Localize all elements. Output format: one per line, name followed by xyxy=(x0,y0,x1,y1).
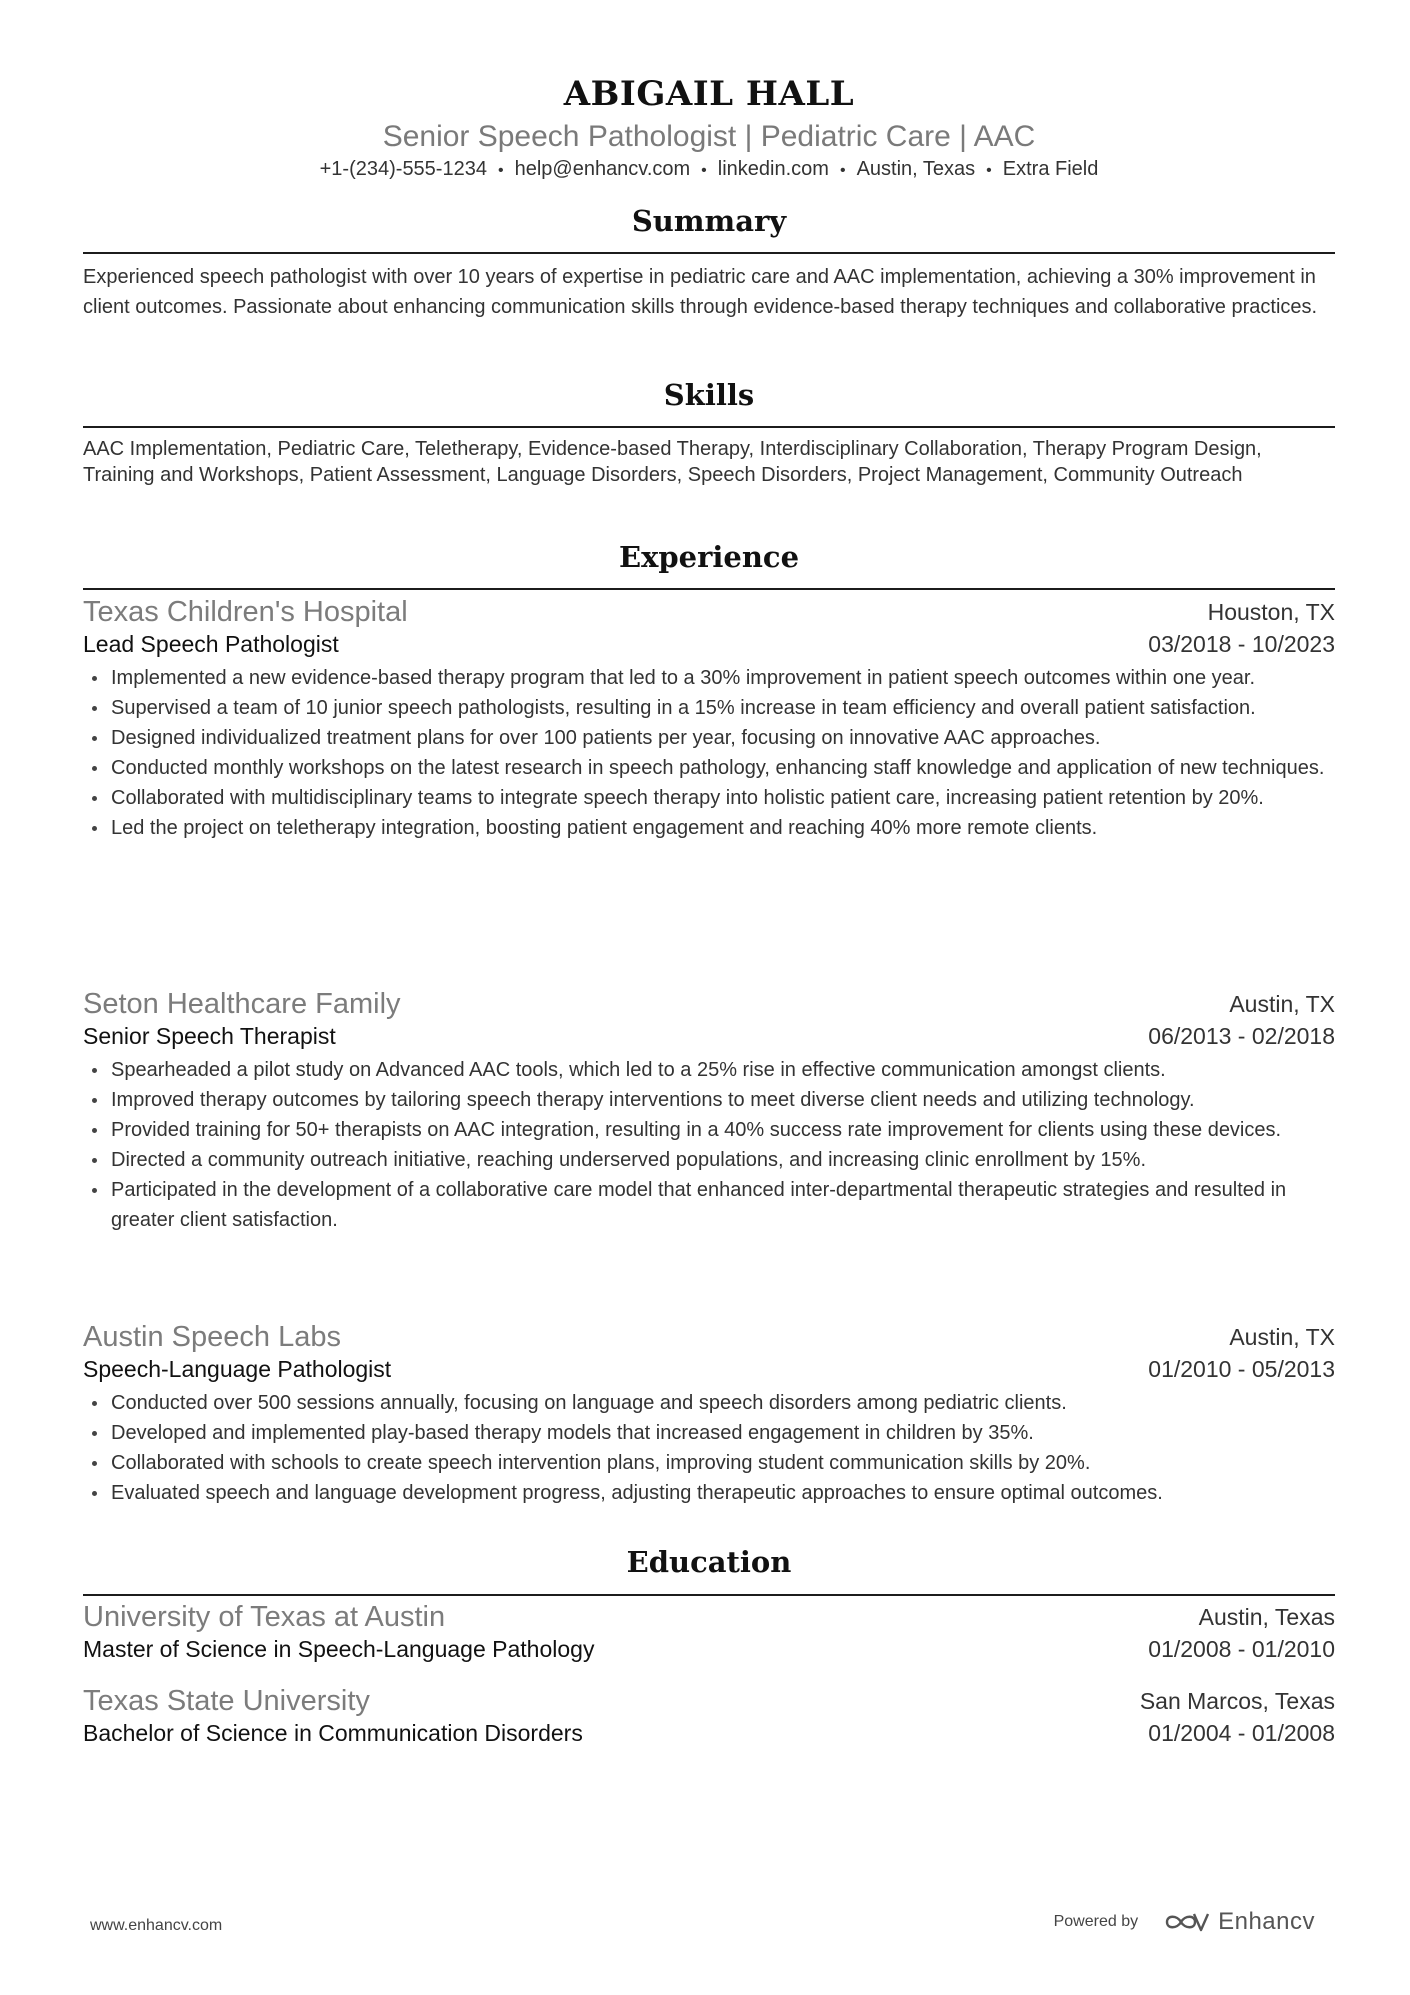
bullet-icon xyxy=(92,826,97,831)
education-entry xyxy=(83,1684,1335,1748)
company-name: Austin Speech Labs xyxy=(83,1321,341,1353)
job-location: Austin, TX xyxy=(1229,991,1335,1017)
job-bullets xyxy=(83,1055,1335,1235)
list-item xyxy=(83,663,1335,693)
contact-extra-field: Extra Field xyxy=(1002,158,1099,180)
bullet-icon xyxy=(92,1068,97,1073)
job-dates: 01/2010 - 05/2013 xyxy=(1148,1356,1335,1382)
candidate-name: ABIGAIL HALL xyxy=(563,74,855,114)
powered-by-label: Powered by xyxy=(1053,1913,1139,1930)
list-item xyxy=(83,693,1335,723)
list-item xyxy=(83,1055,1335,1085)
experience-entry xyxy=(83,595,1335,843)
job-title: Speech-Language Pathologist xyxy=(83,1356,392,1382)
bullet-text: Spearheaded a pilot study on Advanced AAC tools, which led to a 25% rise in effective communication amongst clients. xyxy=(111,1059,1166,1081)
brand-name: Enhancv xyxy=(1218,1908,1315,1935)
job-dates: 03/2018 - 10/2023 xyxy=(1148,631,1335,657)
job-dates: 06/2013 - 02/2018 xyxy=(1148,1023,1335,1049)
list-item xyxy=(83,783,1335,813)
bullet-text: Implemented a new evidence-based therapy program that led to a 30% improvement in patient speech outcomes within one year. xyxy=(111,667,1255,689)
contact-location: Austin, Texas xyxy=(856,158,976,180)
education-divider xyxy=(83,1594,1335,1596)
bullet-icon xyxy=(92,706,97,711)
bullet-text: Conducted over 500 sessions annually, focusing on language and speech disorders among pediatric clients. xyxy=(111,1392,1067,1414)
experience-section-title: Experience xyxy=(618,540,800,574)
job-title: Senior Speech Therapist xyxy=(83,1023,336,1049)
bullet-icon xyxy=(92,1431,97,1436)
list-item xyxy=(83,1175,1335,1235)
bullet-text: Designed individualized treatment plans for over 100 patients per year, focusing on innovative AAC approaches. xyxy=(111,727,1101,749)
company-name: Seton Healthcare Family xyxy=(83,988,401,1020)
education-dates: 01/2004 - 01/2008 xyxy=(1148,1720,1335,1746)
list-item xyxy=(83,1448,1335,1478)
list-item xyxy=(83,1085,1335,1115)
degree-title: Master of Science in Speech-Language Pathology xyxy=(83,1636,595,1662)
contact-separator: • xyxy=(839,162,846,179)
school-location: Austin, Texas xyxy=(1198,1604,1335,1630)
contact-line xyxy=(83,158,1335,181)
contact-linkedin[interactable]: linkedin.com xyxy=(717,158,829,180)
experience-divider xyxy=(83,588,1335,590)
bullet-icon xyxy=(92,796,97,801)
experience-entry xyxy=(83,987,1335,1235)
bullet-icon xyxy=(92,1158,97,1163)
experience-entry xyxy=(83,1320,1335,1508)
list-item xyxy=(83,1115,1335,1145)
contact-email[interactable]: help@enhancv.com xyxy=(514,158,691,180)
bullet-text: Supervised a team of 10 junior speech pathologists, resulting in a 15% increase in team efficiency and overall patient satisfaction. xyxy=(111,697,1256,719)
list-item xyxy=(83,753,1335,783)
bullet-icon xyxy=(92,1401,97,1406)
contact-separator: • xyxy=(986,162,992,179)
bullet-text: Participated in the development of a collaborative care model that enhanced inter-departmental therapeutic strategies and resulted in greater client satisfaction. xyxy=(111,1179,1287,1231)
bullet-text: Collaborated with multidisciplinary teams to integrate speech therapy into holistic patient care, increasing patient retention by 20%. xyxy=(111,787,1264,809)
resume-page xyxy=(83,0,1335,1995)
school-location: San Marcos, Texas xyxy=(1139,1688,1335,1714)
skills-list: AAC Implementation, Pediatric Care, Teletherapy, Evidence-based Therapy, Interdisciplinary Collaboration, Therapy Program Design, Training and Workshops, Patient Assessment, Language Disorders, Speech Disorders, Project Management, Community Outreach xyxy=(83,438,1262,486)
bullet-text: Directed a community outreach initiative, reaching underserved populations, and increasing clinic enrollment by 15%. xyxy=(111,1149,1146,1171)
bullet-icon xyxy=(92,676,97,681)
school-name: Texas State University xyxy=(83,1685,370,1717)
contact-phone: +1-(234)-555-1234 xyxy=(319,158,487,180)
bullet-icon xyxy=(92,1491,97,1496)
bullet-text: Conducted monthly workshops on the latest research in speech pathology, enhancing staff knowledge and application of new techniques. xyxy=(111,757,1325,779)
bullet-text: Led the project on teletherapy integration, boosting patient engagement and reaching 40% more remote clients. xyxy=(111,817,1098,839)
contact-separator: • xyxy=(701,162,707,179)
list-item xyxy=(83,1478,1335,1508)
footer-website[interactable]: www.enhancv.com xyxy=(90,1917,223,1934)
bullet-text: Evaluated speech and language development progress, adjusting therapeutic approaches to ensure optimal outcomes. xyxy=(111,1482,1163,1504)
summary-text: Experienced speech pathologist with over 10 years of expertise in pediatric care and AAC implementation, achieving a 30% improvement in client outcomes. Passionate about enhancing communication skills through evidence-based therapy techniques and collaborative practices. xyxy=(83,266,1318,318)
bullet-icon xyxy=(92,766,97,771)
list-item xyxy=(83,1388,1335,1418)
bullet-icon xyxy=(92,736,97,741)
bullet-text: Provided training for 50+ therapists on AAC integration, resulting in a 40% success rate improvement for clients using these devices. xyxy=(111,1119,1282,1141)
skills-section-title: Skills xyxy=(663,378,755,412)
list-item xyxy=(83,1145,1335,1175)
job-title: Lead Speech Pathologist xyxy=(83,631,339,657)
job-bullets xyxy=(83,663,1335,843)
education-dates: 01/2008 - 01/2010 xyxy=(1148,1636,1335,1662)
degree-title: Bachelor of Science in Communication Disorders xyxy=(83,1720,583,1746)
list-item xyxy=(83,1418,1335,1448)
footer-branding xyxy=(1054,1908,1315,1936)
summary-section-title: Summary xyxy=(631,204,787,238)
bullet-icon xyxy=(92,1188,97,1193)
bullet-icon xyxy=(92,1128,97,1133)
list-item xyxy=(83,723,1335,753)
skills-divider xyxy=(83,426,1335,428)
bullet-icon xyxy=(92,1461,97,1466)
candidate-headline: Senior Speech Pathologist | Pediatric Care | AAC xyxy=(382,120,1036,153)
bullet-icon xyxy=(92,1098,97,1103)
enhancv-logo[interactable] xyxy=(1164,1908,1315,1936)
bullet-text: Improved therapy outcomes by tailoring speech therapy interventions to meet diverse client needs and utilizing technology. xyxy=(111,1089,1195,1111)
job-location: Austin, TX xyxy=(1229,1324,1335,1350)
school-name: University of Texas at Austin xyxy=(83,1601,446,1633)
bullet-text: Collaborated with schools to create speech intervention plans, improving student communication skills by 20%. xyxy=(111,1452,1091,1474)
education-section-title: Education xyxy=(626,1545,792,1579)
list-item xyxy=(83,813,1335,843)
enhancv-logo-icon xyxy=(1164,1910,1210,1934)
company-name: Texas Children's Hospital xyxy=(83,596,408,628)
bullet-text: Developed and implemented play-based therapy models that increased engagement in children by 35%. xyxy=(111,1422,1034,1444)
job-location: Houston, TX xyxy=(1207,599,1335,625)
education-entry xyxy=(83,1600,1335,1664)
summary-divider xyxy=(83,252,1335,254)
job-bullets xyxy=(83,1388,1335,1508)
contact-separator: • xyxy=(497,162,504,179)
